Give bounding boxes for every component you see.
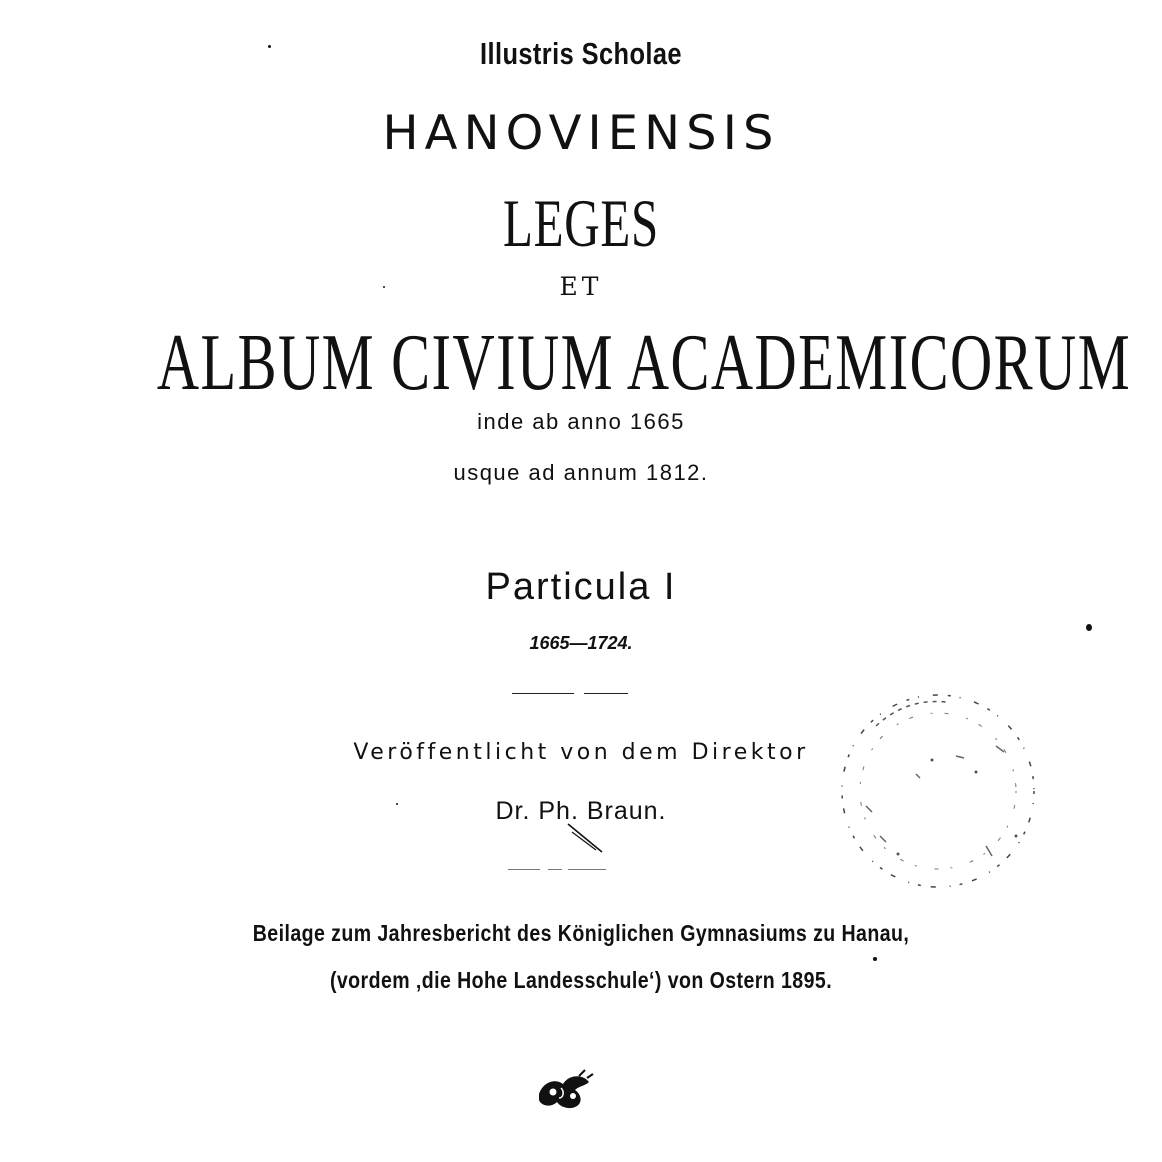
divider-rule-lower-right <box>568 869 606 870</box>
title-line-album: ALBUM CIVIUM ACADEMICORUM <box>156 319 1132 407</box>
ink-stroke-icon <box>566 820 610 856</box>
author-name: Dr. Ph. Braun. <box>495 797 667 825</box>
ink-speck <box>873 957 877 961</box>
divider-rule-lower-left <box>508 869 540 870</box>
divider-rule-upper-left <box>512 693 574 694</box>
ink-speck <box>396 803 398 805</box>
subtitle-line-inde: inde ab anno 1665 <box>477 409 685 434</box>
library-stamp-icon <box>836 686 1040 896</box>
ink-speck <box>268 45 271 48</box>
title-line-leges: LEGES <box>503 185 659 261</box>
part-heading: Particula I <box>485 566 677 608</box>
subtitle-line-usque: usque ad annum 1812. <box>453 460 709 485</box>
divider-rule-upper-right <box>584 693 628 694</box>
part-years: 1665—1724. <box>529 633 633 653</box>
ink-speck <box>1086 624 1092 631</box>
supplement-line-1: Beilage zum Jahresbericht des Königlichen Gymnasiums zu Hanau, <box>252 920 910 946</box>
title-line-illustris: Illustris Scholae <box>480 36 682 71</box>
title-line-et: ET <box>559 272 603 301</box>
divider-rule-lower-mid <box>548 869 562 870</box>
published-by-line: Veröffentlicht von dem Direktor <box>353 740 809 765</box>
ornament-vignette-icon <box>533 1068 595 1112</box>
ink-speck <box>383 286 385 288</box>
title-line-hanoviensis: HANOVIENSIS <box>382 106 780 161</box>
supplement-line-2: (vordem ‚die Hohe Landesschule‘) von Ostern 1895. <box>329 967 833 993</box>
